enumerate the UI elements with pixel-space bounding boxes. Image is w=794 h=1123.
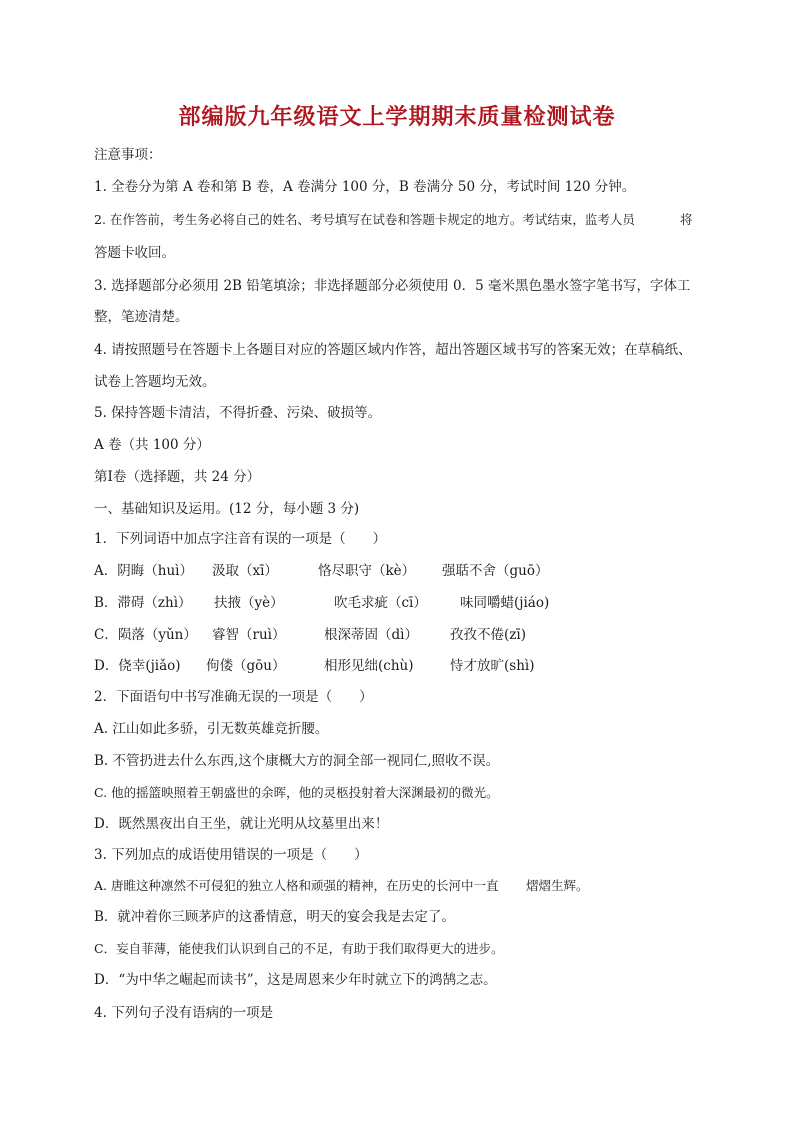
q1-option-a-2: 汲取（xī）: [212, 563, 278, 579]
notice-item-5: 5. 保持答题卡清洁，不得折叠、污染、破损等。: [94, 405, 382, 421]
q1-option-d-4: 恃才放旷(shì): [450, 658, 535, 674]
q1-option-c-3: 根深蒂固（dì）: [324, 627, 418, 643]
q3-option-b: B．就冲着你三顾茅庐的这番情意，明天的宴会我是去定了。: [94, 909, 455, 925]
q4-stem: 4. 下列句子没有语病的一项是: [94, 1005, 274, 1021]
q1-option-b-3: 吹毛求疵（cī）: [334, 595, 427, 611]
q1-option-c-1: C．陨落（yǔn）: [94, 627, 197, 643]
q2-option-a: A. 江山如此多骄，引无数英雄竞折腰。: [94, 721, 329, 737]
q2-option-b: B. 不管扔进去什么东西,这个康概大方的洞全部一视同仁,照收不误。: [94, 753, 500, 769]
section-a-volume: A 卷（共 100 分）: [94, 437, 210, 453]
notice-item-1: 1. 全卷分为第 A 卷和第 B 卷，A 卷满分 100 分，B 卷满分 50 分，考试时间 120 分钟。: [94, 179, 636, 195]
q1-option-b-4: 味同嚼蜡(jiáo): [460, 595, 550, 611]
notice-item-4-cont: 试卷上答题均无效。: [94, 374, 216, 390]
q1-option-a-3: 恪尽职守（kè）: [318, 563, 416, 579]
q3-option-a-tail: 熠熠生辉。: [526, 878, 589, 893]
q1-option-c-4: 孜孜不倦(zī): [450, 627, 526, 643]
section-basics: 一、基础知识及运用。(12 分，每小题 3 分): [94, 501, 360, 517]
q2-stem: 2．下面语句中书写准确无误的一项是（ ）: [94, 689, 373, 705]
notice-item-2-tail: 将: [680, 212, 693, 227]
q1-option-b-2: 扶掖（yè）: [214, 595, 284, 611]
q1-option-d-2: 佝偻（gōu）: [206, 658, 286, 674]
q1-option-d-1: D．侥幸(jiǎo): [94, 658, 181, 674]
q3-option-c: C．妄自菲薄，能使我们认识到自己的不足，有助于我们取得更大的进步。: [94, 941, 504, 956]
notice-item-2: 2. 在作答前，考生务必将自己的姓名、考号填写在试卷和答题卡规定的地方。考试结束，监考人员: [94, 212, 635, 227]
notice-item-2-cont: 答题卡收回。: [94, 245, 175, 261]
page-title: 部编版九年级语文上学期期末质量检测试卷: [178, 104, 616, 130]
q3-option-d: D．“为中华之崛起而读书”，这是周恩来少年时就立下的鸿鹄之志。: [94, 972, 497, 988]
notice-item-4: 4. 请按照题号在答题卡上各题目对应的答题区域内作答，超出答题区域书写的答案无效；在草稿纸、: [94, 342, 692, 358]
q3-stem: 3. 下列加点的成语使用错误的一项是（ ）: [94, 847, 368, 863]
notice-item-3-cont: 整，笔迹清楚。: [94, 309, 189, 325]
q2-option-d: D．既然黑夜出自王坐，就让光明从坟墓里出来！: [94, 816, 389, 832]
q2-option-c: C. 他的摇篮映照着王朝盛世的余晖，他的灵柩投射着大深渊最初的微光。: [94, 785, 499, 800]
q3-option-a: A. 唐睢这种凛然不可侵犯的独立人格和顽强的精神，在历史的长河中一直: [94, 878, 499, 893]
section-part1: 第Ⅰ卷（选择题，共 24 分）: [94, 469, 261, 485]
q1-option-c-2: 睿智（ruì）: [212, 627, 286, 643]
notice-item-3: 3. 选择题部分必须用 2B 铅笔填涂；非选择题部分必须使用 0．5 毫米黑色墨水签字笔书写，字体工: [94, 278, 691, 294]
q1-stem: 1．下列词语中加点字注音有误的一项是（ ）: [94, 531, 387, 547]
q1-option-b-1: B．滞碍（zhì）: [94, 595, 192, 611]
q1-option-d-3: 相形见绌(chù): [324, 658, 414, 674]
notice-heading: 注意事项：: [94, 147, 162, 163]
q1-option-a-1: A．阴晦（huì）: [94, 563, 193, 579]
q1-option-a-4: 强聒不舍（guō）: [442, 563, 549, 579]
